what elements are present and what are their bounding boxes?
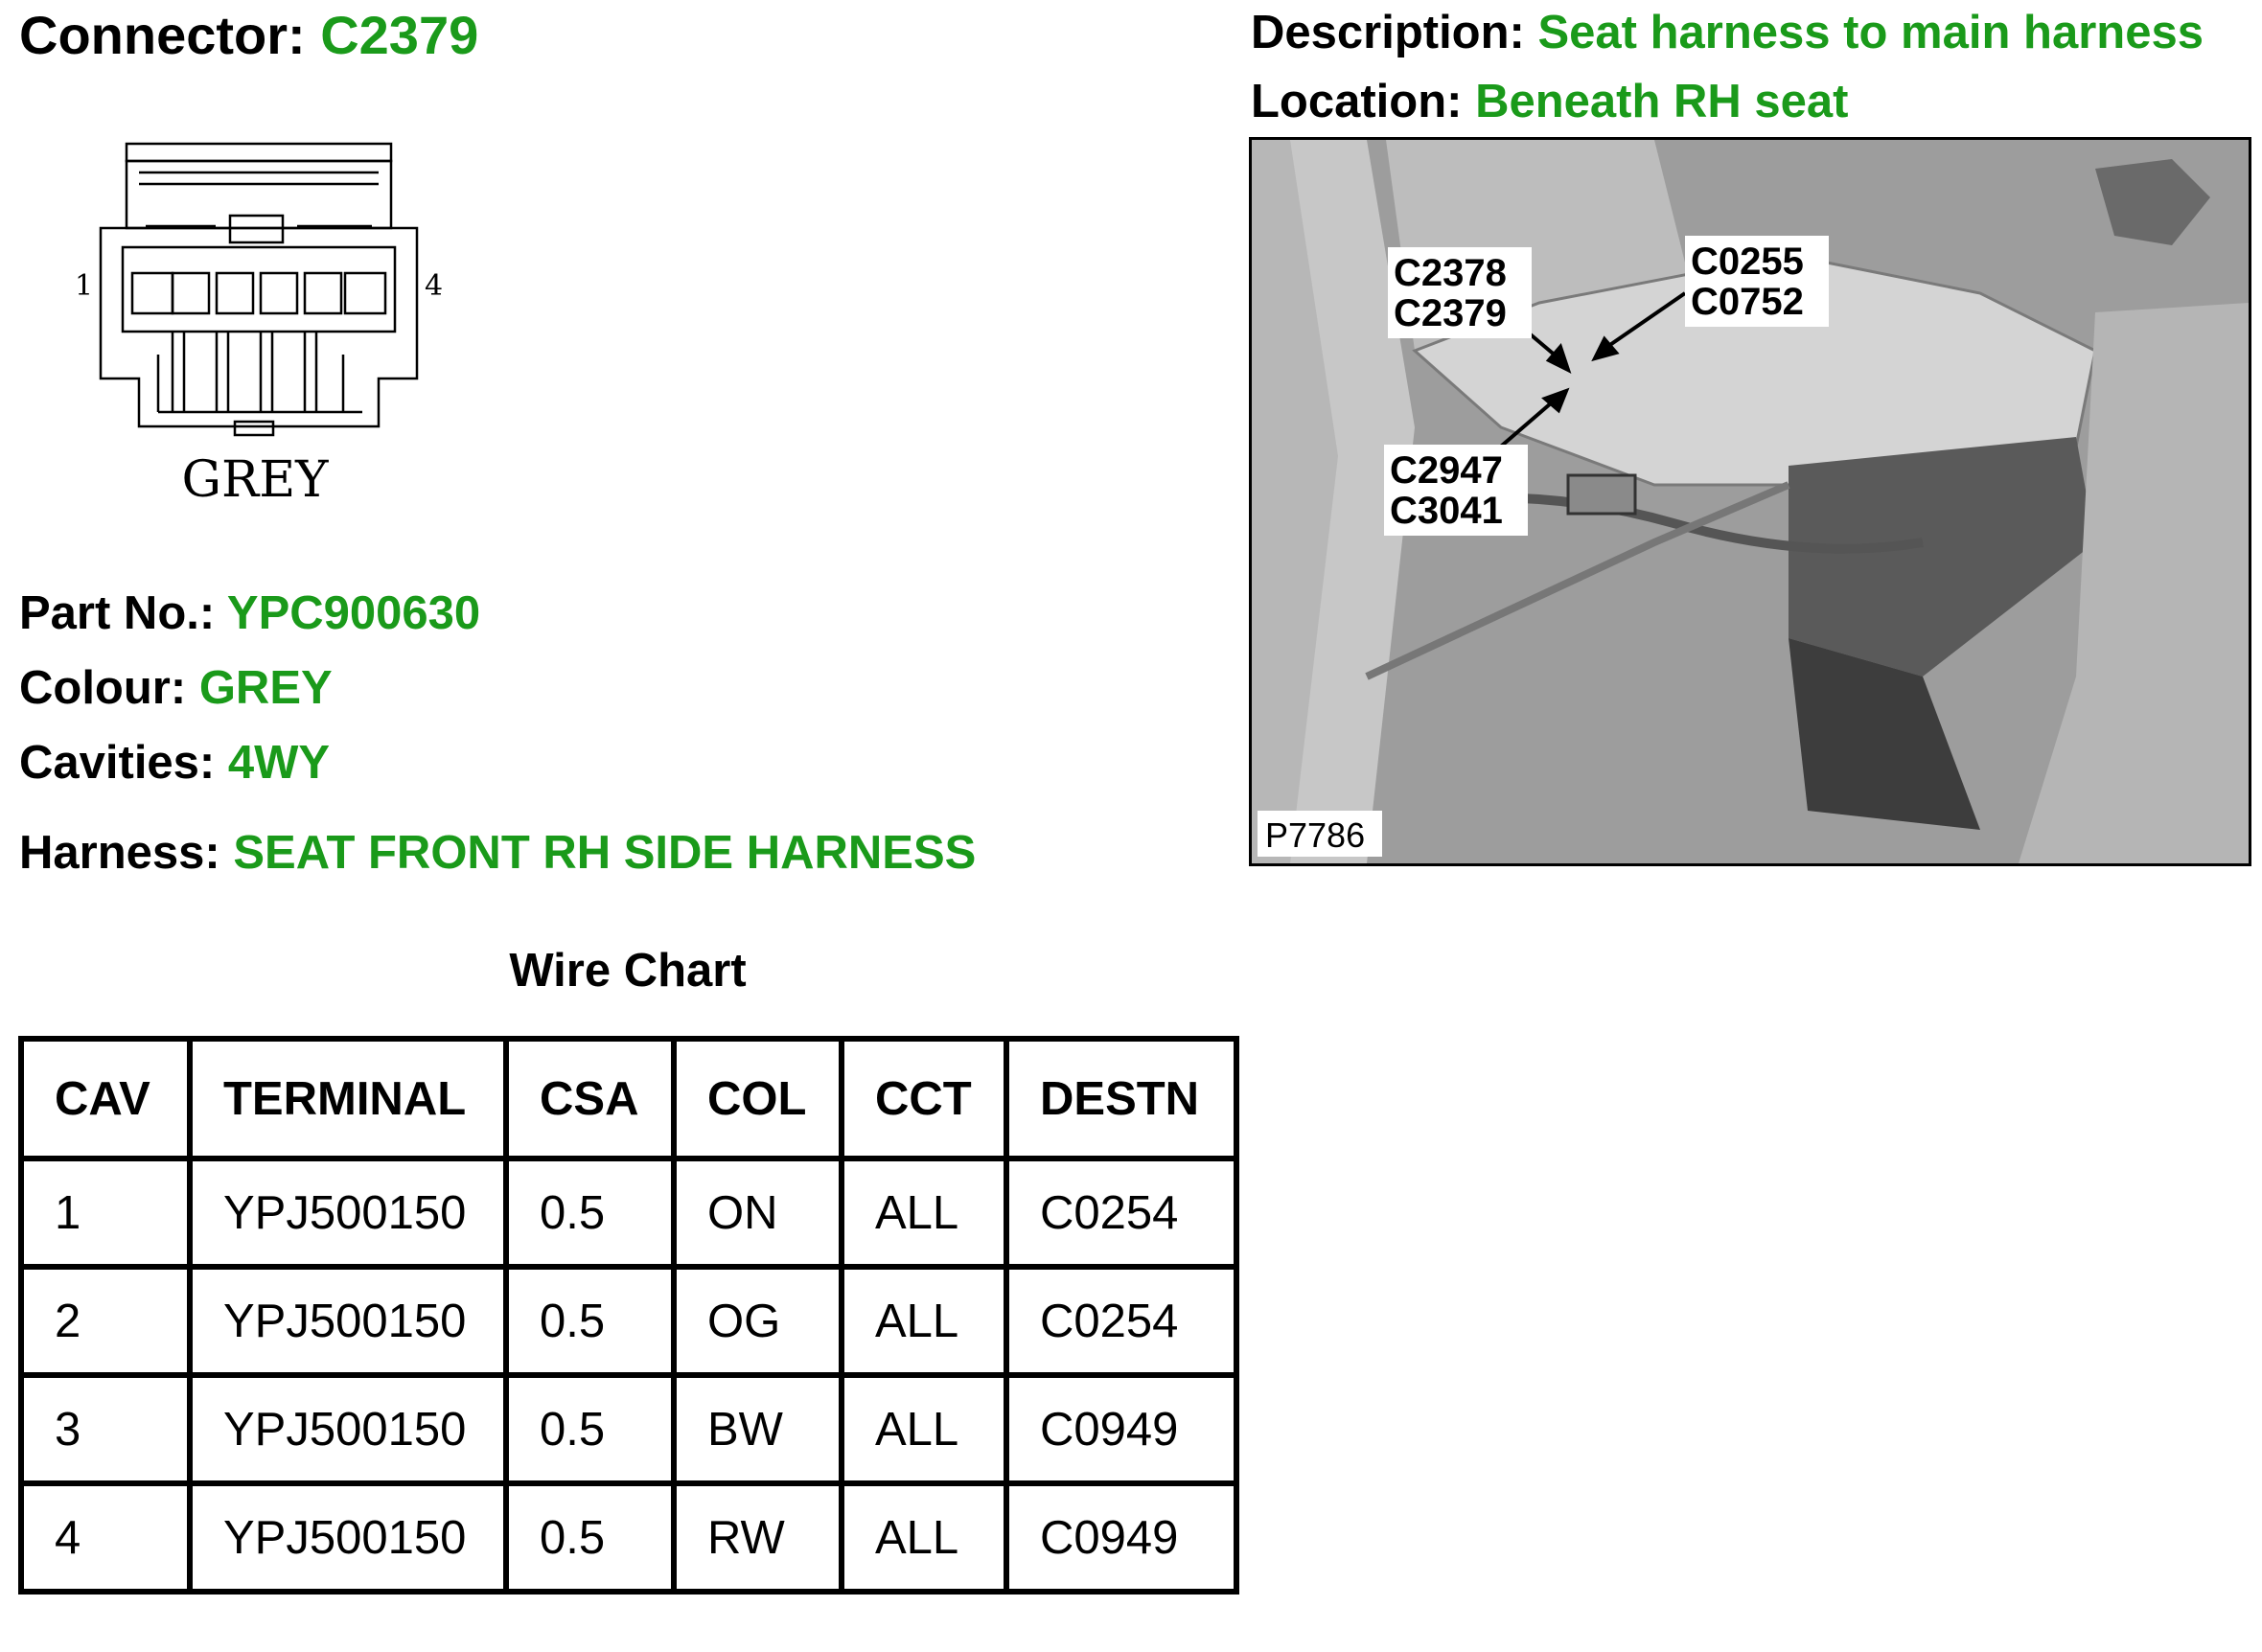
col-header-destn: DESTN: [1006, 1039, 1236, 1159]
cavities-field: [19, 736, 330, 790]
photo-ref: P7786: [1265, 815, 1366, 855]
cell-terminal: YPJ500150: [190, 1267, 506, 1375]
cell-destn: C0254: [1006, 1267, 1236, 1375]
callout-2-line1: C0255: [1691, 241, 1804, 283]
cell-csa: 0.5: [506, 1483, 674, 1592]
callout-3-line1: C2947: [1390, 449, 1503, 492]
colour-field: [19, 661, 333, 715]
cell-cav: 2: [21, 1267, 190, 1375]
cell-destn: C0254: [1006, 1159, 1236, 1267]
cell-terminal: YPJ500150: [190, 1483, 506, 1592]
cavities-value: 4WY: [227, 737, 331, 789]
cell-cct: ALL: [842, 1483, 1006, 1592]
connector-label: Connector:: [19, 5, 306, 65]
cell-csa: 0.5: [506, 1375, 674, 1483]
cell-col: BW: [674, 1375, 842, 1483]
harness-label: Harness:: [19, 827, 220, 879]
connector-upper-body: [127, 161, 391, 228]
pin-label-left: 1: [75, 269, 94, 303]
cell-csa: 0.5: [506, 1159, 674, 1267]
connector-block: [1568, 475, 1635, 514]
cell-cct: ALL: [842, 1159, 1006, 1267]
callout-2-line2: C0752: [1691, 281, 1804, 323]
cell-destn: C0949: [1006, 1483, 1236, 1592]
cell-terminal: YPJ500150: [190, 1159, 506, 1267]
location-photo: [1249, 137, 2251, 866]
col-header-terminal: TERMINAL: [190, 1039, 506, 1159]
cell-col: OG: [674, 1267, 842, 1375]
callout-1-line1: C2378: [1394, 252, 1507, 294]
part-no-field: [19, 586, 480, 640]
colour-label: Colour:: [19, 662, 187, 714]
part-no-value: YPC900630: [226, 587, 481, 639]
cell-cav: 1: [21, 1159, 190, 1267]
connector-face-diagram: [58, 134, 444, 517]
col-header-col: COL: [674, 1039, 842, 1159]
col-header-cav: CAV: [21, 1039, 190, 1159]
table-row: [21, 1267, 1236, 1375]
harness-value: SEAT FRONT RH SIDE HARNESS: [233, 827, 977, 879]
connector-top-rail: [127, 144, 391, 161]
col-header-csa: CSA: [506, 1039, 674, 1159]
table-row: [21, 1159, 1236, 1267]
wire-chart-title: Wire Chart: [509, 945, 747, 997]
cell-col: ON: [674, 1159, 842, 1267]
cell-cct: ALL: [842, 1267, 1006, 1375]
cell-cct: ALL: [842, 1375, 1006, 1483]
cavity-1: [173, 273, 209, 313]
callout-1-line2: C2379: [1394, 292, 1507, 334]
cavity-2: [217, 273, 253, 313]
colour-value: GREY: [198, 662, 333, 714]
cell-csa: 0.5: [506, 1267, 674, 1375]
location-label: Location:: [1251, 76, 1463, 127]
part-no-label: Part No.:: [19, 587, 216, 639]
cell-destn: C0949: [1006, 1375, 1236, 1483]
cavity-4: [305, 273, 341, 313]
connector-value: C2379: [320, 5, 479, 65]
cavity-3: [261, 273, 297, 313]
connector-field: [19, 4, 478, 66]
table-header-row: [21, 1039, 1236, 1159]
location-field: [1251, 75, 1849, 128]
wire-chart-table: [18, 1036, 1239, 1595]
connector-colour-text: GREY: [181, 451, 329, 509]
cell-col: RW: [674, 1483, 842, 1592]
cell-cav: 3: [21, 1375, 190, 1483]
description-label: Description:: [1251, 7, 1525, 58]
col-header-cct: CCT: [842, 1039, 1006, 1159]
pin-label-right: 4: [425, 269, 444, 303]
cell-terminal: YPJ500150: [190, 1375, 506, 1483]
cavities-label: Cavities:: [19, 737, 216, 789]
table-row: [21, 1375, 1236, 1483]
callout-3-line2: C3041: [1390, 490, 1503, 532]
cell-cav: 4: [21, 1483, 190, 1592]
description-field: [1251, 6, 2204, 59]
harness-field: [19, 826, 976, 880]
description-value: Seat harness to main harness: [1537, 7, 2204, 58]
location-value: Beneath RH seat: [1475, 76, 1849, 127]
connector-shell: [101, 228, 417, 426]
table-row: [21, 1483, 1236, 1592]
